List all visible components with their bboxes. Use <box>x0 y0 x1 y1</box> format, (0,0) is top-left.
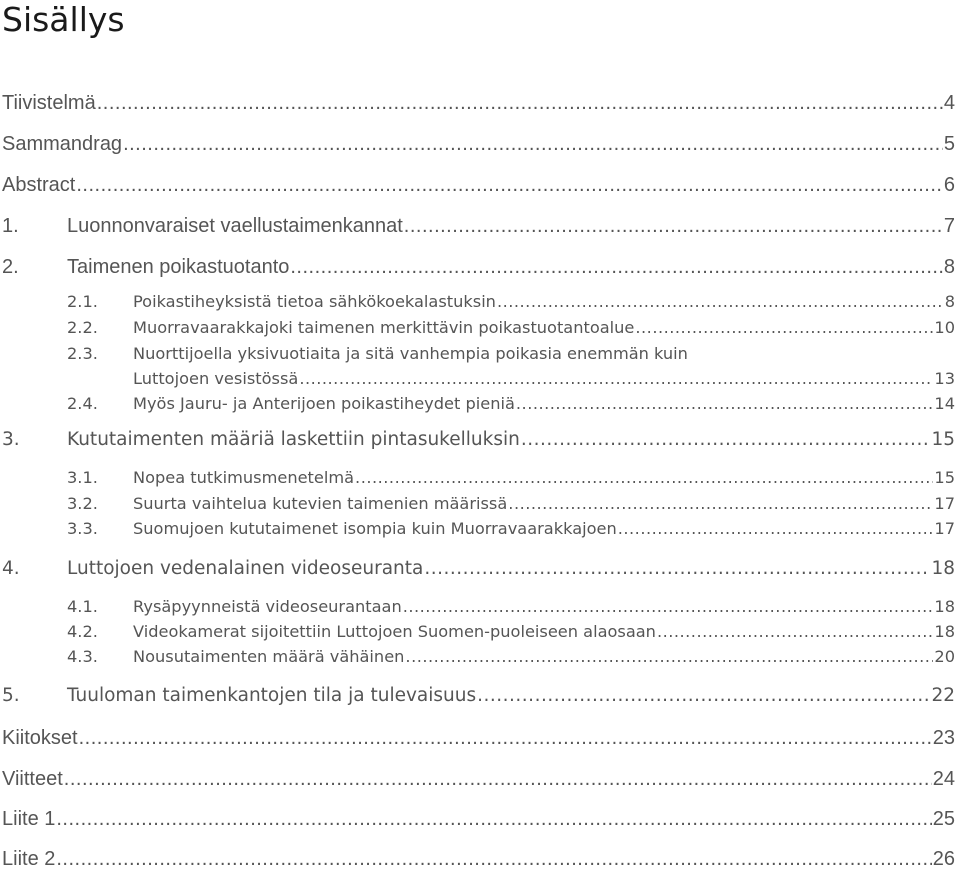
toc-entry-label: Tiivistelmä <box>2 92 96 114</box>
toc-entry-section-4-1[interactable] <box>0 595 960 619</box>
toc-page-number: 15 <box>931 429 955 450</box>
toc-entry-label: Poikastiheyksistä tietoa sähkökoekalastuksin <box>133 292 496 311</box>
toc-page-number: 14 <box>934 394 955 413</box>
toc-leader <box>657 620 933 644</box>
toc-leader <box>123 132 943 156</box>
toc-entry-viitteet[interactable] <box>0 767 960 791</box>
toc-page-number: 17 <box>934 519 955 538</box>
toc-entry-section-4-3[interactable] <box>0 645 960 669</box>
toc-page-number: 26 <box>932 848 955 870</box>
toc-page-number: 4 <box>943 92 955 114</box>
toc-page-number: 17 <box>934 494 955 513</box>
toc-entry-label-line1: Nuorttijoella yksivuotiaita ja sitä vanhempia poikasia enemmän kuin <box>133 344 688 363</box>
toc-page-number: 24 <box>932 768 955 790</box>
toc-entry-number: 5. <box>2 685 20 706</box>
toc-entry-number: 2.4. <box>67 394 98 413</box>
toc-leader <box>56 807 931 831</box>
toc-page-number: 7 <box>943 215 955 237</box>
toc-leader <box>618 517 934 541</box>
toc-entry-label: Rysäpyynneistä videoseurantaan <box>133 597 402 616</box>
toc-page-number: 25 <box>932 808 955 830</box>
toc-entry-label: Myös Jauru- ja Anterijoen poikastiheydet pieniä <box>133 394 515 413</box>
toc-leader <box>424 557 930 581</box>
toc-page-number: 10 <box>934 318 955 337</box>
toc-page-number: 6 <box>943 174 955 196</box>
toc-entry-section-4-2[interactable] <box>0 620 960 644</box>
toc-entry-number: 2.1. <box>67 292 98 311</box>
toc-leader <box>405 645 933 669</box>
toc-leader <box>403 595 934 619</box>
toc-leader <box>79 726 932 750</box>
toc-page-number: 22 <box>931 685 955 706</box>
toc-entry-label: Nousutaimenten määrä vähäinen <box>133 647 405 666</box>
toc-entry-liite-2[interactable] <box>0 847 960 871</box>
toc-entry-number: 4.2. <box>67 622 98 641</box>
toc-leader <box>635 316 933 340</box>
toc-entry-number: 4.3. <box>67 647 98 666</box>
toc-leader <box>355 466 933 490</box>
toc-entry-label: Viitteet <box>2 768 63 790</box>
toc-entry-label: Kututaimenten määriä laskettiin pintasukelluksin <box>67 429 520 450</box>
toc-entry-section-3-1[interactable] <box>0 466 960 490</box>
toc-entry-label: Nopea tutkimusmenetelmä <box>133 468 355 487</box>
toc-entry-label: Suurta vaihtelua kutevien taimenien määrissä <box>133 494 508 513</box>
toc-leader <box>521 428 931 452</box>
toc-entry-label: Muorravaarakkajoki taimenen merkittävin poikastuotantoalue <box>133 318 635 337</box>
toc-page-number: 15 <box>934 468 955 487</box>
toc-page-number: 20 <box>934 647 955 666</box>
toc-entry-sammandrag[interactable] <box>0 132 960 156</box>
toc-page-number: 18 <box>931 558 955 579</box>
toc-leader <box>299 367 933 391</box>
toc-entry-number: 2.3. <box>67 344 98 363</box>
toc-page-number: 8 <box>943 256 955 278</box>
toc-entry-label: Kiitokset <box>2 727 78 749</box>
page-title: Sisällys <box>2 0 125 39</box>
toc-entry-number: 2. <box>2 256 19 278</box>
toc-leader <box>516 392 933 416</box>
toc-entry-section-3-2[interactable] <box>0 492 960 516</box>
toc-entry-kiitokset[interactable] <box>0 726 960 750</box>
toc-entry-chapter-2[interactable] <box>0 255 960 279</box>
toc-entry-number: 4.1. <box>67 597 98 616</box>
toc-entry-number: 1. <box>2 215 19 237</box>
toc-leader <box>76 173 943 197</box>
toc-entry-section-2-1[interactable] <box>0 290 960 314</box>
toc-entry-number: 2.2. <box>67 318 98 337</box>
toc-entry-label: Sammandrag <box>2 133 123 155</box>
toc-leader <box>64 767 932 791</box>
toc-entry-label: Luonnonvaraiset vaellustaimenkannat <box>67 215 403 237</box>
toc-entry-number: 4. <box>2 558 20 579</box>
toc-entry-tiivistelma[interactable] <box>0 91 960 115</box>
toc-entry-liite-1[interactable] <box>0 807 960 831</box>
toc-leader <box>508 492 933 516</box>
toc-page-number: 18 <box>934 597 955 616</box>
toc-entry-label: Liite 1 <box>2 808 56 830</box>
toc-page-number: 23 <box>932 727 955 749</box>
toc-entry-label: Liite 2 <box>2 848 56 870</box>
toc-entry-label: Tuuloman taimenkantojen tila ja tulevaisuus <box>67 685 477 706</box>
toc-entry-abstract[interactable] <box>0 173 960 197</box>
toc-entry-number: 3.2. <box>67 494 98 513</box>
toc-leader <box>56 847 931 871</box>
toc-entry-chapter-5[interactable] <box>0 684 960 708</box>
toc-leader <box>404 214 943 238</box>
toc-entry-section-2-2[interactable] <box>0 316 960 340</box>
toc-page-number: 13 <box>934 369 955 388</box>
toc-page-number: 5 <box>943 133 955 155</box>
toc-leader <box>97 91 943 115</box>
toc-entry-chapter-4[interactable] <box>0 557 960 581</box>
toc-entry-chapter-3[interactable] <box>0 428 960 452</box>
toc-entry-label: Suomujoen kututaimenet isompia kuin Muorravaarakkajoen <box>133 519 617 538</box>
toc-entry-label: Luttojoen vesistössä <box>133 369 299 388</box>
toc-entry-section-2-4[interactable] <box>0 392 960 416</box>
toc-entry-chapter-1[interactable] <box>0 214 960 238</box>
toc-entry-label: Taimenen poikastuotanto <box>67 256 290 278</box>
toc-page-number: 18 <box>934 622 955 641</box>
toc-leader <box>497 290 944 314</box>
toc-page-number: 8 <box>944 292 955 311</box>
toc-leader <box>477 684 930 708</box>
toc-entry-label: Videokamerat sijoitettiin Luttojoen Suomen-puoleiseen alaosaan <box>133 622 656 641</box>
toc-entry-label: Luttojoen vedenalainen videoseuranta <box>67 558 424 579</box>
toc-entry-section-2-3[interactable] <box>0 342 960 392</box>
toc-entry-number: 3.3. <box>67 519 98 538</box>
toc-entry-section-3-3[interactable] <box>0 517 960 541</box>
toc-entry-number: 3. <box>2 429 20 450</box>
toc-entry-label: Abstract <box>2 174 76 196</box>
toc-leader <box>290 255 943 279</box>
toc-entry-number: 3.1. <box>67 468 98 487</box>
